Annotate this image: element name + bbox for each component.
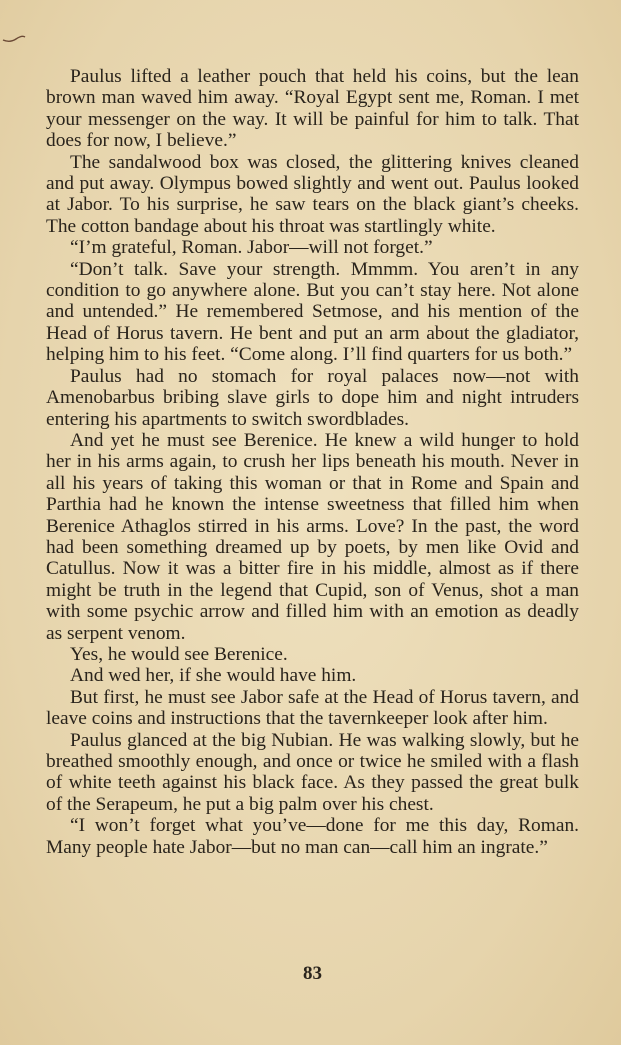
book-page (46, 66, 579, 1006)
paragraph: “I won’t forget what you’ve—done for me this day, Roman. Many people hate Jabor—but no man can—call him an ingrate.” (46, 815, 579, 858)
paragraph: Paulus glanced at the big Nubian. He was walking slowly, but he breathed smoothly enough, and once or twice he smiled with a flash of white teeth against his black face. As they passed the great bulk of the Serapeum, he put a big palm over his chest. (46, 729, 579, 815)
paragraph: The sandalwood box was closed, the glittering knives cleaned and put away. Olympus bowed slightly and went out. Paulus looked at Jabor. To his surprise, he saw tears on the black giant’s cheeks. The cotton bandage about his throat was startlingly white. (46, 151, 579, 237)
paragraph: Paulus lifted a leather pouch that held his coins, but the lean brown man waved him away. “Royal Egypt sent me, Roman. I met your messenger on the way. It will be painful for him to talk. That does for now, I believe.” (46, 66, 579, 152)
paragraph: Yes, he would see Berenice. (70, 643, 288, 665)
paragraph: Paulus had no stomach for royal palaces now—not with Amenobarbus bribing slave girls to dope him and night intruders entering his apartments to switch swordblades. (46, 365, 579, 430)
body-text (46, 66, 579, 858)
page-number: 83 (303, 963, 322, 984)
ink-mark (2, 34, 26, 44)
paragraph: And wed her, if she would have him. (70, 665, 357, 687)
paragraph: “I’m grateful, Roman. Jabor—will not forget.” (70, 237, 433, 259)
paragraph: But first, he must see Jabor safe at the Head of Horus tavern, and leave coins and instructions that the tavernkeeper look after him. (46, 686, 579, 730)
paragraph: And yet he must see Berenice. He knew a wild hunger to hold her in his arms again, to crush her lips beneath his mouth. Never in all his years of taking this woman or that in Rome and Spain and Parthia had he known the intense sweetness that filled him when Berenice Athaglos stirred in his arms. Love? In the past, the word had been something dreamed up by poets, by men like Ovid and Catullus. Now it was a bitter fire in his middle, almost as if there might be truth in the legend that Cupid, son of Venus, shot a man with some psychic arrow and filled him with an emotion as deadly as serpent venom. (46, 429, 579, 644)
paragraph: “Don’t talk. Save your strength. Mmmm. You aren’t in any condition to go anywhere alone. But you can’t stay here. Not alone and untended.” He remembered Setmose, and his mention of the Head of Horus tavern. He bent and put an arm about the gladiator, helping him to his feet. “Come along. I’ll find quarters for us both.” (46, 258, 579, 366)
